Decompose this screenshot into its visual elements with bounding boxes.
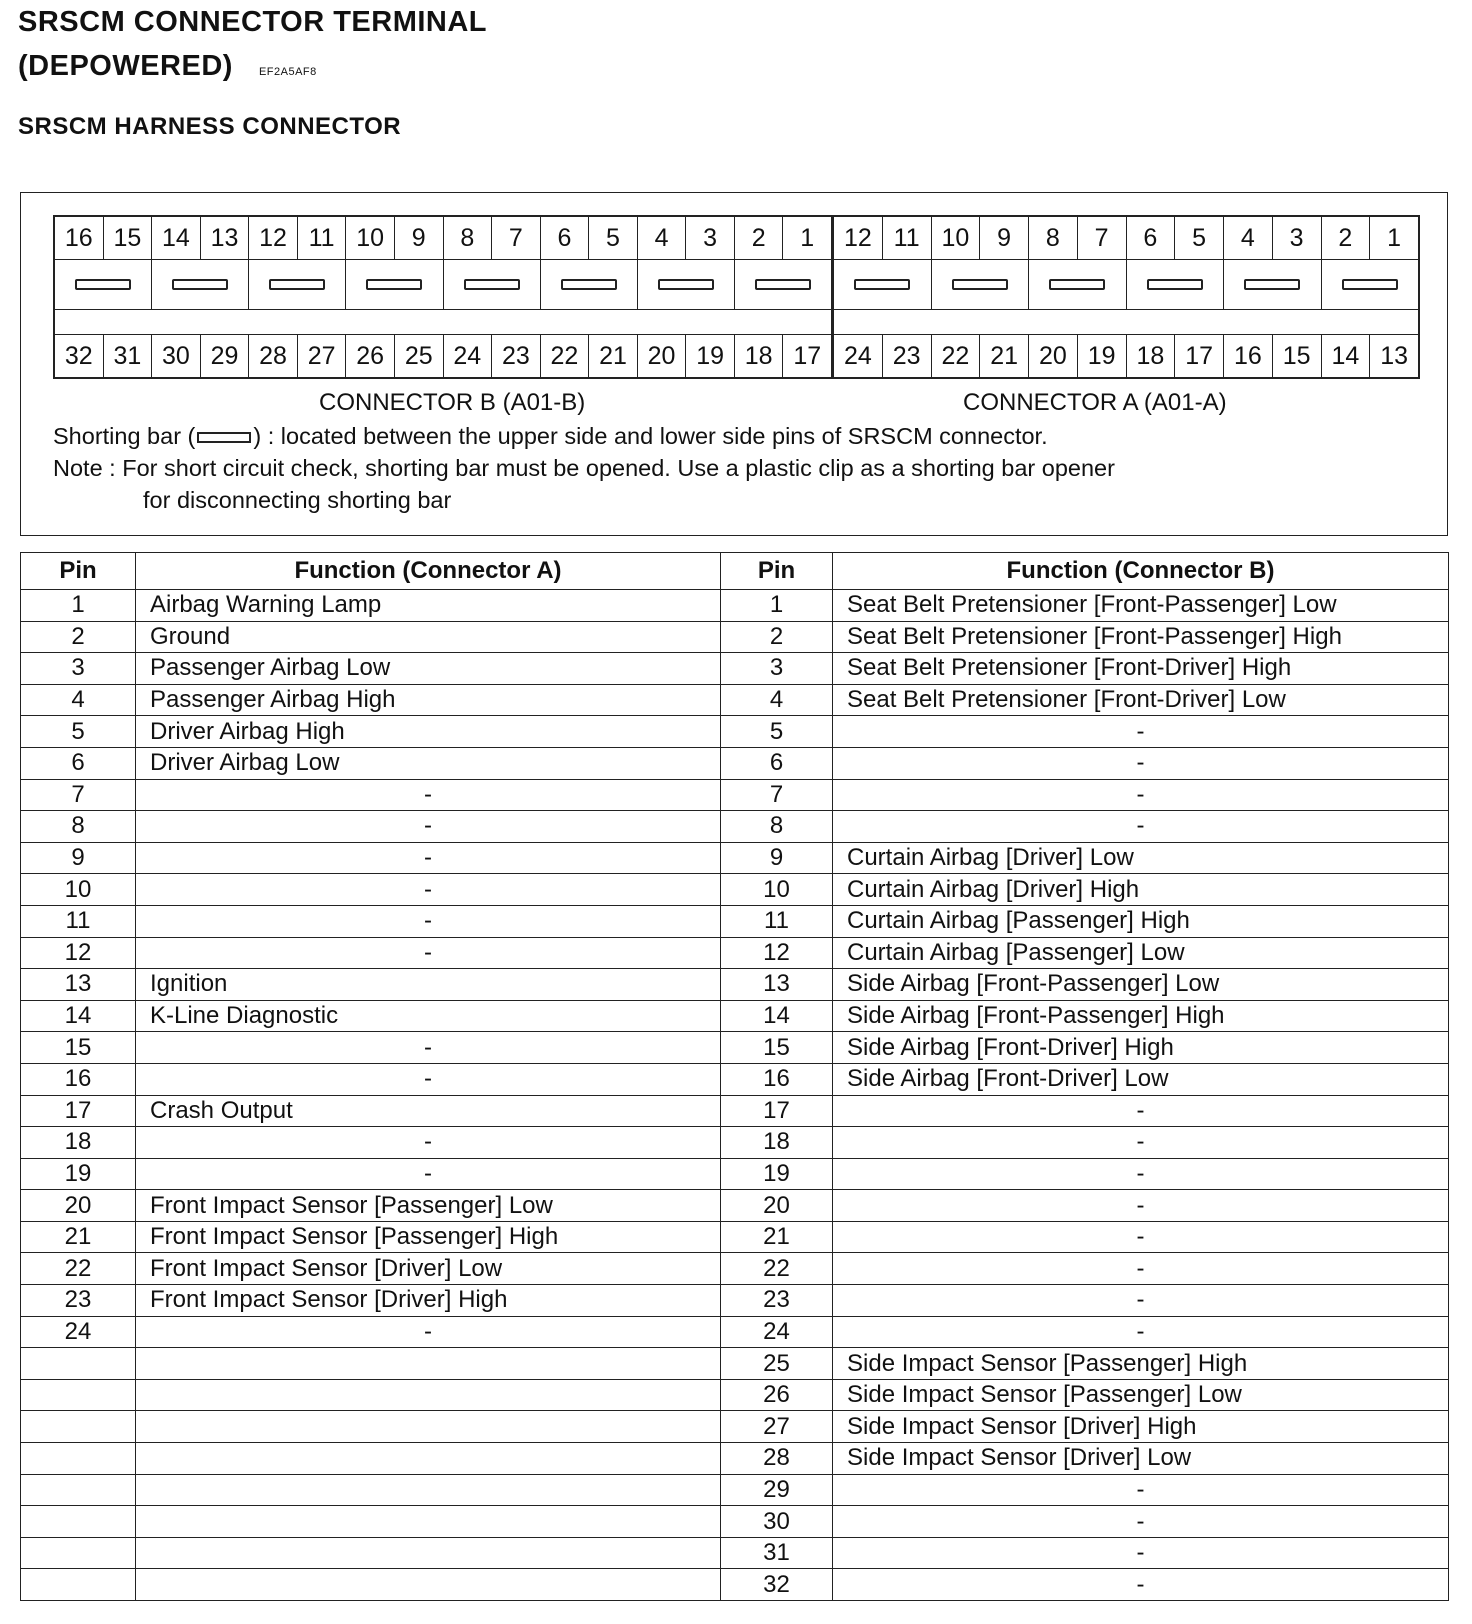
connector-b-top-pins (55, 217, 831, 260)
function-a-cell: Driver Airbag Low (136, 747, 721, 779)
function-b-cell: - (833, 1095, 1449, 1127)
pin-b-cell: 12 (721, 937, 833, 969)
pin-a-cell: 10 (21, 874, 136, 906)
connector-pin: 23 (492, 335, 541, 377)
pin-b-cell: 2 (721, 621, 833, 653)
function-a-cell: - (136, 811, 721, 843)
table-row (21, 1569, 1449, 1601)
table-row (21, 621, 1449, 653)
connector-pin: 17 (1175, 335, 1224, 377)
pin-b-cell: 16 (721, 1063, 833, 1095)
connector-pin: 1 (1387, 223, 1402, 252)
connector-pin: 4 (638, 217, 687, 259)
function-a-cell (136, 1443, 721, 1475)
pin-b-cell: 27 (721, 1411, 833, 1443)
pin-a-cell: 8 (21, 811, 136, 843)
function-a-cell: - (136, 842, 721, 874)
pin-a-cell: 9 (21, 842, 136, 874)
pin-b-cell: 8 (721, 811, 833, 843)
pin-a-cell (21, 1443, 136, 1475)
table-row (21, 716, 1449, 748)
shorting-bar-slot (541, 259, 638, 309)
pin-b-cell: 25 (721, 1348, 833, 1380)
table-row (21, 1221, 1449, 1253)
connector-pin: 10 (932, 217, 981, 259)
connector-pin: 8 (444, 217, 493, 259)
table-row (21, 653, 1449, 685)
shorting-bar-slot (1224, 259, 1322, 309)
connector-pin: 9 (980, 217, 1029, 259)
connector-pin: 30 (152, 335, 201, 377)
document-id: EF2A5AF8 (258, 66, 317, 78)
function-b-cell: Curtain Airbag [Passenger] Low (833, 937, 1449, 969)
connector-pin: 8 (1029, 217, 1078, 259)
function-a-cell (136, 1379, 721, 1411)
function-b-cell: Seat Belt Pretensioner [Front-Driver] Low (833, 684, 1449, 716)
pin-b-cell: 18 (721, 1127, 833, 1159)
shorting-bar-slot (249, 259, 346, 309)
table-row (21, 1190, 1449, 1222)
pin-b-cell: 17 (721, 1095, 833, 1127)
shorting-bar-icon (952, 279, 1008, 290)
pin-b-cell: 10 (721, 874, 833, 906)
pin-a-cell: 1 (21, 590, 136, 622)
function-b-cell: - (833, 747, 1449, 779)
connector-a-bottom-pins (834, 334, 1418, 377)
shorting-bar-icon (172, 279, 228, 290)
function-b-cell: Side Airbag [Front-Driver] Low (833, 1063, 1449, 1095)
header-function-a: Function (Connector A) (136, 553, 721, 590)
connector-pin: 11 (298, 217, 347, 259)
shorting-bar-legend (53, 423, 1048, 450)
function-b-cell: Side Impact Sensor [Passenger] High (833, 1348, 1449, 1380)
table-row (21, 1285, 1449, 1317)
connector-pin: 24 (834, 335, 883, 377)
pin-a-cell: 15 (21, 1032, 136, 1064)
pin-a-cell: 11 (21, 905, 136, 937)
connector-a-shorting-bars (834, 259, 1418, 310)
connector-pin: 21 (980, 335, 1029, 377)
shorting-bar-icon (755, 279, 811, 290)
page-title-qualifier (18, 50, 317, 83)
pin-b-cell: 6 (721, 747, 833, 779)
table-body (21, 590, 1449, 1601)
connector-pin: 17 (793, 341, 822, 370)
connector-pin: 22 (541, 335, 590, 377)
pin-b-cell: 13 (721, 969, 833, 1001)
function-a-cell: - (136, 1127, 721, 1159)
table-row (21, 811, 1449, 843)
connector-pin: 4 (1224, 217, 1273, 259)
pin-a-cell: 2 (21, 621, 136, 653)
function-b-cell: - (833, 1316, 1449, 1348)
connector-pin: 27 (298, 335, 347, 377)
function-a-cell: - (136, 779, 721, 811)
pin-b-cell: 20 (721, 1190, 833, 1222)
connector-pin: 25 (395, 335, 444, 377)
function-a-cell: - (136, 1063, 721, 1095)
table-row (21, 937, 1449, 969)
shorting-bar-slot (932, 259, 1030, 309)
table-row (21, 1443, 1449, 1475)
connector-pin: 3 (686, 217, 735, 259)
function-a-cell: Front Impact Sensor [Passenger] Low (136, 1190, 721, 1222)
shorting-bar-icon (1049, 279, 1105, 290)
function-a-cell: Driver Airbag High (136, 716, 721, 748)
table-row (21, 1537, 1449, 1569)
connector-pin: 7 (1078, 217, 1127, 259)
connector-diagram (20, 192, 1448, 536)
function-a-cell (136, 1506, 721, 1538)
shorting-bar-slot (638, 259, 735, 309)
function-b-cell: - (833, 1158, 1449, 1190)
function-b-cell: - (833, 1506, 1449, 1538)
table-row (21, 1348, 1449, 1380)
shorting-bar-icon (366, 279, 422, 290)
function-b-cell: - (833, 1221, 1449, 1253)
connector-pin: 7 (492, 217, 541, 259)
connector-pin: 29 (201, 335, 250, 377)
header-pin-a: Pin (21, 553, 136, 590)
table-row (21, 1032, 1449, 1064)
pin-a-cell: 14 (21, 1000, 136, 1032)
shorting-bar-icon (269, 279, 325, 290)
function-b-cell: - (833, 1190, 1449, 1222)
connector-pin: 24 (444, 335, 493, 377)
pin-b-cell: 24 (721, 1316, 833, 1348)
connector-pin: 15 (104, 217, 153, 259)
function-a-cell: - (136, 1316, 721, 1348)
pin-a-cell: 17 (21, 1095, 136, 1127)
pin-a-cell: 22 (21, 1253, 136, 1285)
function-b-cell: - (833, 716, 1449, 748)
header-pin-b: Pin (721, 553, 833, 590)
pin-b-cell: 9 (721, 842, 833, 874)
shorting-bar-slot (834, 259, 932, 309)
function-a-cell: Ignition (136, 969, 721, 1001)
function-b-cell: - (833, 811, 1449, 843)
pin-a-cell (21, 1348, 136, 1380)
connector-pin: 2 (735, 217, 784, 259)
legend-suffix: ) : located between the upper side and lower side pins of SRSCM connector. (253, 423, 1048, 449)
pin-b-cell: 31 (721, 1537, 833, 1569)
legend-prefix: Shorting bar ( (53, 423, 196, 449)
page-title: SRSCM CONNECTOR TERMINAL (18, 6, 488, 38)
pin-b-cell: 3 (721, 653, 833, 685)
connector-pin: 31 (104, 335, 153, 377)
function-b-cell: Seat Belt Pretensioner [Front-Driver] High (833, 653, 1449, 685)
pin-b-cell: 7 (721, 779, 833, 811)
connector-pin: 26 (346, 335, 395, 377)
connector-pin: 13 (201, 217, 250, 259)
connector-pin: 22 (932, 335, 981, 377)
pin-b-cell: 4 (721, 684, 833, 716)
pin-a-cell: 20 (21, 1190, 136, 1222)
connector-a-face (832, 215, 1420, 379)
function-a-cell: - (136, 905, 721, 937)
connector-pin: 6 (541, 217, 590, 259)
connector-pin: 1 (800, 223, 815, 252)
table-row (21, 905, 1449, 937)
connector-pin: 6 (1127, 217, 1176, 259)
pin-a-cell: 6 (21, 747, 136, 779)
pin-b-cell: 14 (721, 1000, 833, 1032)
pin-a-cell: 16 (21, 1063, 136, 1095)
table-row (21, 1000, 1449, 1032)
shorting-bar-slot (346, 259, 443, 309)
pin-a-cell (21, 1411, 136, 1443)
connector-pin: 21 (589, 335, 638, 377)
table-row (21, 874, 1449, 906)
connector-b-label: CONNECTOR B (A01-B) (319, 389, 586, 416)
connector-pin: 32 (55, 335, 104, 377)
pin-function-table (20, 552, 1449, 1601)
shorting-bar-slot (1127, 259, 1225, 309)
function-a-cell: K-Line Diagnostic (136, 1000, 721, 1032)
connector-pin: 19 (1078, 335, 1127, 377)
table-row (21, 1095, 1449, 1127)
function-b-cell: Side Airbag [Front-Passenger] High (833, 1000, 1449, 1032)
function-b-cell: - (833, 1127, 1449, 1159)
function-b-cell: Side Airbag [Front-Passenger] Low (833, 969, 1449, 1001)
pin-b-cell: 29 (721, 1474, 833, 1506)
function-a-cell: Front Impact Sensor [Passenger] High (136, 1221, 721, 1253)
shorting-bar-slot (1029, 259, 1127, 309)
function-a-cell (136, 1348, 721, 1380)
function-b-cell: Side Impact Sensor [Driver] High (833, 1411, 1449, 1443)
connector-pin: 11 (883, 217, 932, 259)
connector-pin: 10 (346, 217, 395, 259)
pin-a-cell (21, 1506, 136, 1538)
shorting-bar-slot (55, 259, 152, 309)
function-a-cell: - (136, 874, 721, 906)
function-a-cell (136, 1537, 721, 1569)
connector-a-label: CONNECTOR A (A01-A) (963, 389, 1227, 416)
connector-pin: 28 (249, 335, 298, 377)
function-a-cell: Passenger Airbag High (136, 684, 721, 716)
pin-a-cell: 24 (21, 1316, 136, 1348)
table-row (21, 1253, 1449, 1285)
pin-a-cell: 12 (21, 937, 136, 969)
connector-pin: 16 (1224, 335, 1273, 377)
shorting-bar-icon (561, 279, 617, 290)
pin-a-cell (21, 1474, 136, 1506)
pin-a-cell (21, 1379, 136, 1411)
shorting-bar-icon (75, 279, 131, 290)
shorting-bar-icon (1342, 279, 1398, 290)
pin-b-cell: 19 (721, 1158, 833, 1190)
connector-pin: 18 (1127, 335, 1176, 377)
pin-a-cell: 4 (21, 684, 136, 716)
function-a-cell: Crash Output (136, 1095, 721, 1127)
shorting-bar-icon (197, 432, 251, 443)
shorting-bar-icon (1244, 279, 1300, 290)
connector-b-face (53, 215, 833, 379)
table-row (21, 1158, 1449, 1190)
connector-pin: 19 (686, 335, 735, 377)
function-a-cell: - (136, 1158, 721, 1190)
function-b-cell: - (833, 779, 1449, 811)
note-line-1: Note : For short circuit check, shorting bar must be opened. Use a plastic clip as a shorting bar opener (53, 455, 1115, 481)
shorting-bar-slot (1322, 259, 1419, 309)
pin-a-cell: 18 (21, 1127, 136, 1159)
pin-b-cell: 23 (721, 1285, 833, 1317)
pin-a-cell: 19 (21, 1158, 136, 1190)
pin-b-cell: 26 (721, 1379, 833, 1411)
function-a-cell (136, 1474, 721, 1506)
function-a-cell: Front Impact Sensor [Driver] Low (136, 1253, 721, 1285)
function-a-cell: Airbag Warning Lamp (136, 590, 721, 622)
pin-b-cell: 30 (721, 1506, 833, 1538)
table-row (21, 969, 1449, 1001)
shorting-bar-slot (735, 259, 831, 309)
pin-b-cell: 15 (721, 1032, 833, 1064)
connector-b-shorting-bars (55, 259, 831, 310)
connector-pin: 20 (638, 335, 687, 377)
connector-pin: 12 (249, 217, 298, 259)
table-header-row (21, 553, 1449, 590)
pin-a-cell: 23 (21, 1285, 136, 1317)
function-b-cell: Curtain Airbag [Driver] High (833, 874, 1449, 906)
connector-pin: 18 (735, 335, 784, 377)
connector-pin: 9 (395, 217, 444, 259)
pin-a-cell: 5 (21, 716, 136, 748)
pin-a-cell (21, 1537, 136, 1569)
shorting-bar-icon (854, 279, 910, 290)
connector-b-bottom-pins (55, 334, 831, 377)
function-a-cell (136, 1411, 721, 1443)
pin-b-cell: 28 (721, 1443, 833, 1475)
pin-a-cell (21, 1569, 136, 1601)
function-a-cell (136, 1569, 721, 1601)
function-b-cell: Curtain Airbag [Passenger] High (833, 905, 1449, 937)
table-row (21, 1506, 1449, 1538)
pin-b-cell: 1 (721, 590, 833, 622)
pin-a-cell: 21 (21, 1221, 136, 1253)
connector-a-top-pins (834, 217, 1418, 260)
table-row (21, 779, 1449, 811)
header-function-b: Function (Connector B) (833, 553, 1449, 590)
function-b-cell: - (833, 1253, 1449, 1285)
connector-pin: 14 (1322, 335, 1371, 377)
function-b-cell: Seat Belt Pretensioner [Front-Passenger] Low (833, 590, 1449, 622)
function-a-cell: - (136, 1032, 721, 1064)
table-row (21, 684, 1449, 716)
shorting-bar-icon (464, 279, 520, 290)
pin-a-cell: 7 (21, 779, 136, 811)
pin-a-cell: 3 (21, 653, 136, 685)
connector-pin: 5 (1175, 217, 1224, 259)
table-row (21, 1411, 1449, 1443)
note-line-2: for disconnecting shorting bar (143, 487, 452, 513)
pin-b-cell: 5 (721, 716, 833, 748)
connector-pin: 14 (152, 217, 201, 259)
function-b-cell: Side Airbag [Front-Driver] High (833, 1032, 1449, 1064)
table-row (21, 1379, 1449, 1411)
function-b-cell: Side Impact Sensor [Driver] Low (833, 1443, 1449, 1475)
pin-b-cell: 32 (721, 1569, 833, 1601)
function-b-cell: - (833, 1285, 1449, 1317)
connector-pin: 20 (1029, 335, 1078, 377)
pin-b-cell: 11 (721, 905, 833, 937)
connector-pin: 16 (55, 217, 104, 259)
table-row (21, 1127, 1449, 1159)
connector-pin: 15 (1273, 335, 1322, 377)
function-b-cell: Seat Belt Pretensioner [Front-Passenger] High (833, 621, 1449, 653)
connector-pin: 3 (1273, 217, 1322, 259)
function-a-cell: - (136, 937, 721, 969)
connector-pin: 2 (1322, 217, 1371, 259)
connector-pin: 23 (883, 335, 932, 377)
function-a-cell: Front Impact Sensor [Driver] High (136, 1285, 721, 1317)
function-b-cell: - (833, 1474, 1449, 1506)
function-b-cell: - (833, 1537, 1449, 1569)
table-row (21, 842, 1449, 874)
section-subtitle: SRSCM HARNESS CONNECTOR (18, 113, 402, 140)
function-a-cell: Ground (136, 621, 721, 653)
table-row (21, 1474, 1449, 1506)
table-row (21, 1063, 1449, 1095)
function-b-cell: Curtain Airbag [Driver] Low (833, 842, 1449, 874)
pin-b-cell: 21 (721, 1221, 833, 1253)
connector-pin: 5 (589, 217, 638, 259)
shorting-bar-slot (152, 259, 249, 309)
table-row (21, 590, 1449, 622)
pin-b-cell: 22 (721, 1253, 833, 1285)
table-row (21, 747, 1449, 779)
shorting-bar-slot (444, 259, 541, 309)
function-b-cell: - (833, 1569, 1449, 1601)
connector-pin: 13 (1380, 341, 1409, 370)
table-row (21, 1316, 1449, 1348)
shorting-bar-icon (658, 279, 714, 290)
pin-a-cell: 13 (21, 969, 136, 1001)
title-depowered: (DEPOWERED) (18, 50, 233, 82)
connector-pin: 12 (834, 217, 883, 259)
function-a-cell: Passenger Airbag Low (136, 653, 721, 685)
function-b-cell: Side Impact Sensor [Passenger] Low (833, 1379, 1449, 1411)
shorting-bar-icon (1147, 279, 1203, 290)
